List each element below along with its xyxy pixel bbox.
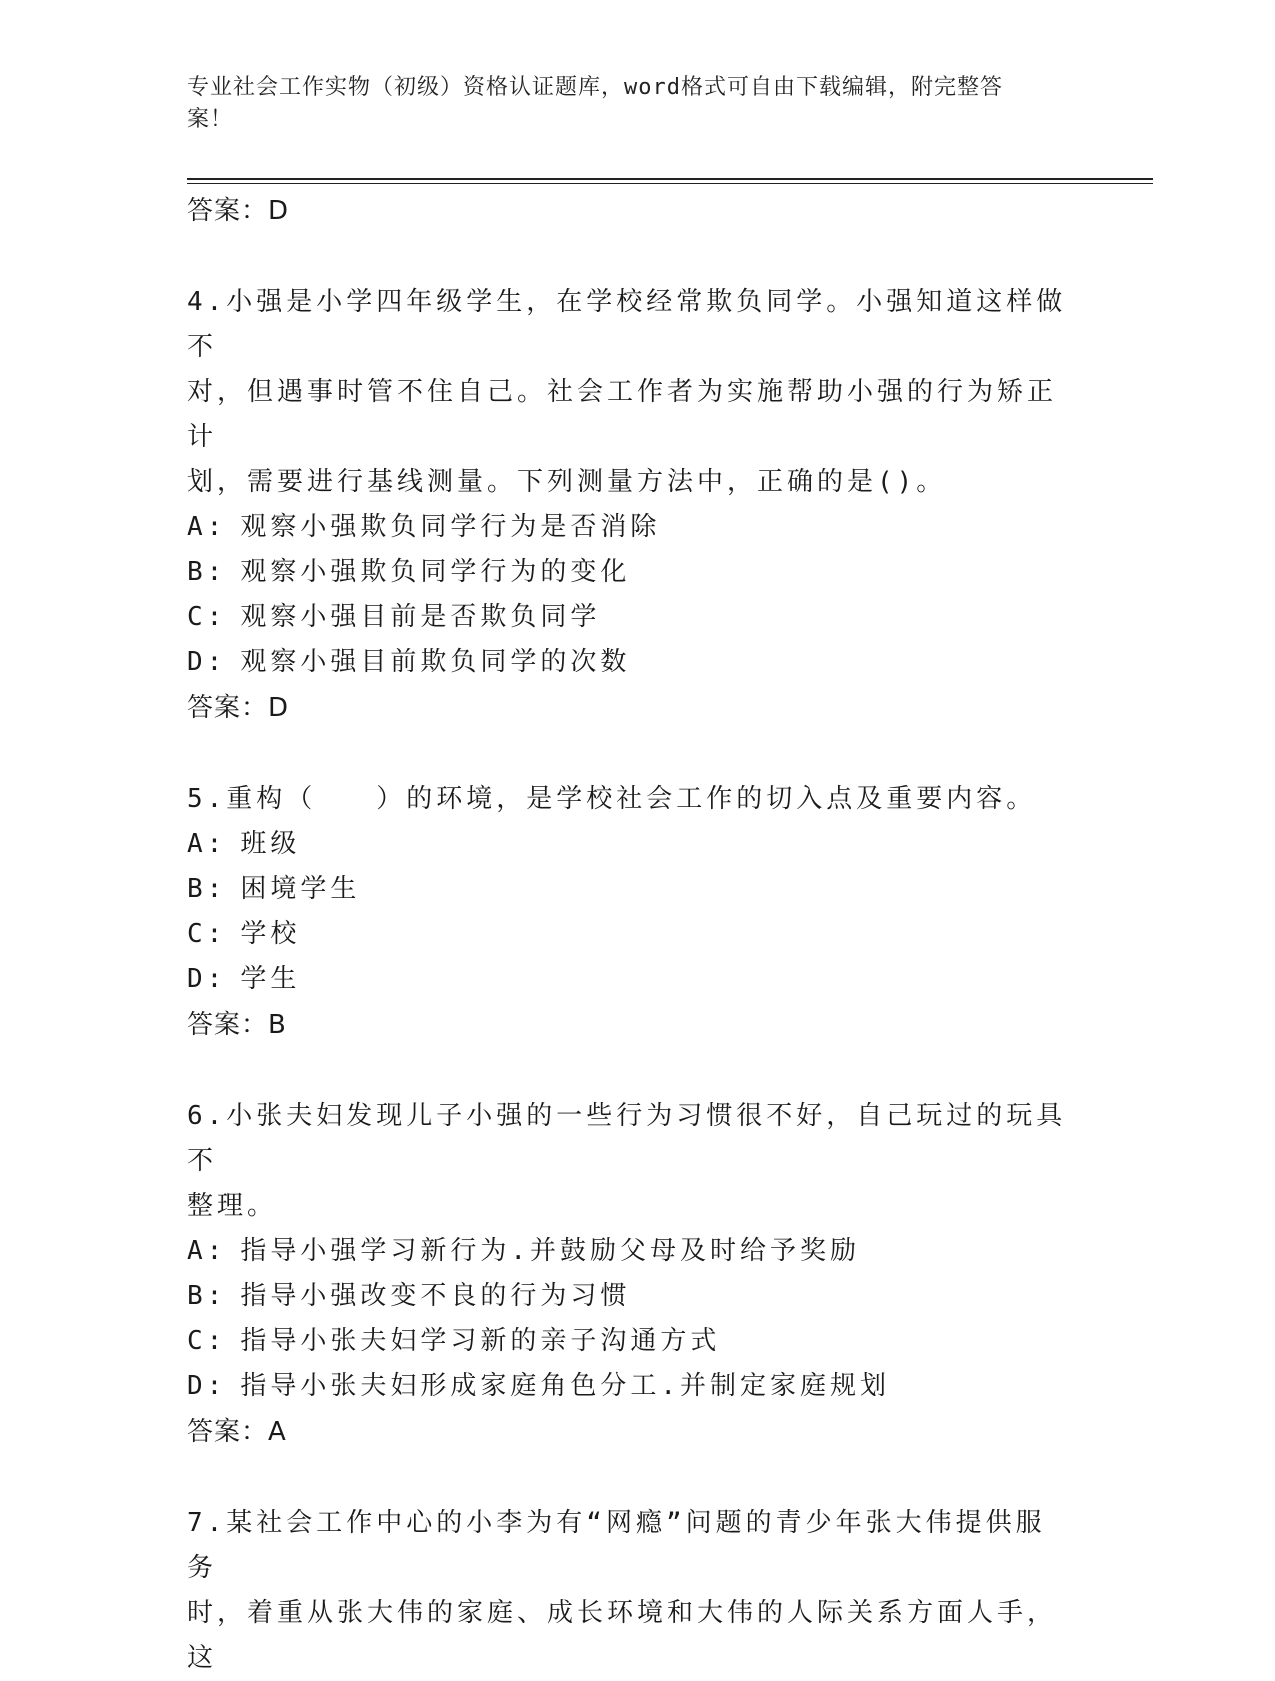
option-letter: C: [187, 919, 227, 949]
option-text: 观察小强目前是否欺负同学 [240, 602, 601, 632]
stem-line: 7.某社会工作中心的小李为有“网瘾”问题的青少年张大伟提供服务 [187, 1508, 1046, 1583]
stem-line: 5.重构（ ）的环境，是学校社会工作的切入点及重要内容。 [187, 784, 1037, 814]
question-stem [187, 1501, 1067, 1681]
option-c [187, 595, 1067, 640]
option-letter: B: [187, 1281, 227, 1311]
option-text: 指导小强改变不良的行为习惯 [240, 1281, 631, 1311]
spacer [187, 1048, 1067, 1094]
header-line-1: 专业社会工作实物（初级）资格认证题库，word格式可自由下载编辑，附完整答 [187, 75, 1003, 100]
question-stem [187, 1094, 1067, 1229]
stem-line: 6.小张夫妇发现儿子小强的一些行为习惯很不好，自己玩过的玩具不 [187, 1101, 1067, 1176]
option-d [187, 957, 1067, 1002]
option-letter: C: [187, 602, 227, 632]
stem-line: 4.小强是小学四年级学生，在学校经常欺负同学。小强知道这样做不 [187, 287, 1067, 362]
header-divider-thin [187, 183, 1153, 184]
question-stem [187, 280, 1067, 505]
question-5 [187, 777, 1067, 1048]
option-text: 指导小张夫妇形成家庭角色分工.并制定家庭规划 [240, 1371, 890, 1401]
option-text: 学校 [240, 919, 301, 949]
option-b [187, 867, 1067, 912]
stem-line: 划，需要进行基线测量。下列测量方法中，正确的是()。 [187, 467, 947, 497]
page-header [187, 72, 1067, 136]
question-list [187, 188, 1067, 1681]
option-a [187, 505, 1067, 550]
option-text: 困境学生 [240, 874, 361, 904]
question-6 [187, 1094, 1067, 1455]
spacer [187, 1455, 1067, 1501]
option-text: 班级 [240, 829, 301, 859]
option-letter: C: [187, 1326, 227, 1356]
option-d [187, 640, 1067, 685]
question-4 [187, 280, 1067, 731]
header-line-2: 案！ [187, 107, 234, 132]
option-text: 指导小强学习新行为.并鼓励父母及时给予奖励 [240, 1236, 860, 1266]
answer-line: 答案：D [187, 693, 290, 723]
option-letter: A: [187, 829, 227, 859]
question-7 [187, 1501, 1067, 1681]
option-b [187, 550, 1067, 595]
option-letter: A: [187, 512, 227, 542]
option-letter: D: [187, 1371, 227, 1401]
option-text: 学生 [240, 964, 301, 994]
spacer [187, 731, 1067, 777]
option-letter: A: [187, 1236, 227, 1266]
option-a [187, 822, 1067, 867]
option-letter: D: [187, 647, 227, 677]
option-text: 观察小强目前欺负同学的次数 [240, 647, 631, 677]
question-stem [187, 777, 1067, 822]
option-c [187, 912, 1067, 957]
option-b [187, 1274, 1067, 1319]
spacer [187, 234, 1067, 280]
option-c [187, 1319, 1067, 1364]
option-text: 指导小张夫妇学习新的亲子沟通方式 [240, 1326, 721, 1356]
option-letter: B: [187, 874, 227, 904]
option-text: 观察小强欺负同学行为是否消除 [240, 512, 661, 542]
option-letter: B: [187, 557, 227, 587]
option-text: 观察小强欺负同学行为的变化 [240, 557, 631, 587]
header-divider [187, 178, 1153, 180]
answer-line: 答案：D [187, 196, 290, 226]
option-a [187, 1229, 1067, 1274]
stem-line: 整理。 [187, 1191, 278, 1221]
stem-line: 对，但遇事时管不住自己。社会工作者为实施帮助小强的行为矫正计 [187, 377, 1058, 452]
option-d [187, 1364, 1067, 1409]
answer-line: 答案：A [187, 1417, 287, 1447]
answer-line: 答案：B [187, 1010, 287, 1040]
stem-line: 时，着重从张大伟的家庭、成长环境和大伟的人际关系方面人手，这 [187, 1598, 1058, 1673]
option-letter: D: [187, 964, 227, 994]
